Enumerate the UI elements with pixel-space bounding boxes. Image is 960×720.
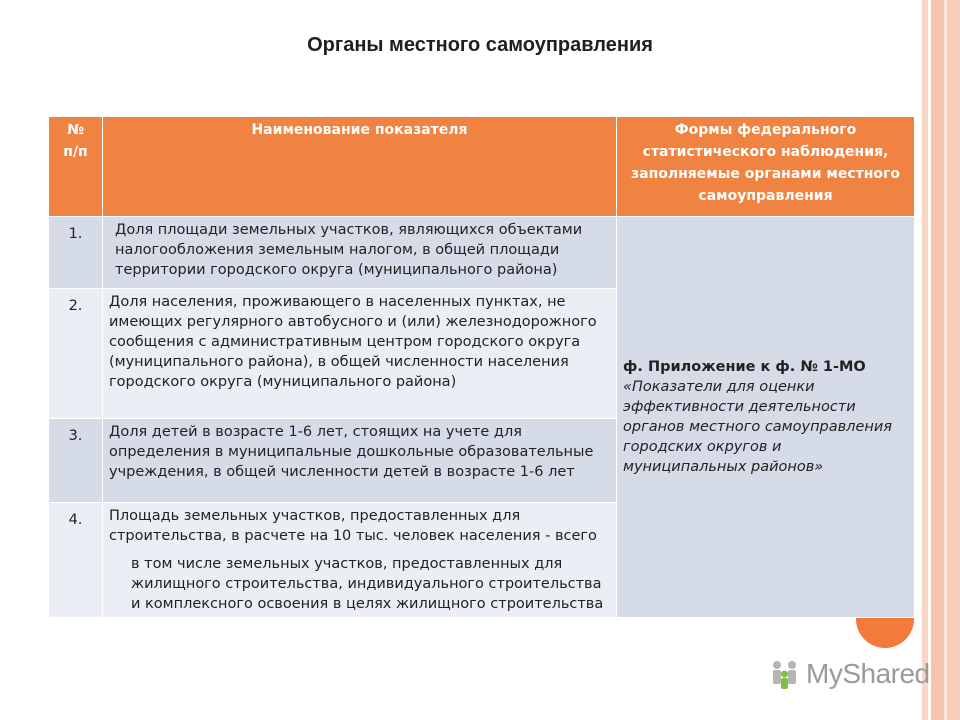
header-number: № п/п	[49, 117, 103, 217]
people-group-icon	[768, 657, 802, 691]
form-name: ф. Приложение к ф. № 1-МО	[623, 359, 866, 375]
header-indicator-name: Наименование показателя	[103, 117, 617, 217]
watermark-text: MyShared	[806, 658, 930, 689]
indicator-sub-text: в том числе земельных участков, предоставленных для жилищного строительства, индивидуального строительства и комплексного освоения в целях жилищного строительства	[131, 556, 604, 612]
row-number: 4.	[49, 503, 103, 618]
table-row	[49, 217, 915, 289]
header-forms: Формы федерального статистического наблюдения, заполняемые органами местного самоуправления	[617, 117, 915, 217]
decor-stripe	[931, 0, 944, 720]
row-indicator-name: Доля населения, проживающего в населенных пунктах, не имеющих регулярного автобусного и (или) железнодорожного сообщения с административным центром городского округа (муниципального района), в общей численности населения городского округа (муниципального района)	[103, 289, 617, 419]
row-indicator-name: Доля площади земельных участков, являющихся объектами налогообложения земельным налогом, в общей площади территории городского округа (муниципального района)	[103, 217, 617, 289]
row-number: 2.	[49, 289, 103, 419]
forms-cell	[617, 217, 915, 618]
row-indicator-name	[103, 503, 617, 618]
row-number: 3.	[49, 419, 103, 503]
slide-title: Органы местного самоуправления	[307, 34, 653, 56]
decor-stripe	[947, 0, 960, 720]
indicators-table	[48, 116, 915, 618]
indicator-main-text: Площадь земельных участков, предоставленных для строительства, в расчете на 10 тыс. человек населения - всего	[109, 508, 597, 544]
table-header-row	[49, 117, 915, 217]
form-description: «Показатели для оценки эффективности деятельности органов местного самоуправления городских округов и муниципальных районов»	[623, 379, 892, 475]
watermark-logo	[768, 657, 930, 691]
row-indicator-name: Доля детей в возрасте 1-6 лет, стоящих на учете для определения в муниципальные дошкольные образовательные учреждения, в общей численности детей в возрасте 1-6 лет	[103, 419, 617, 503]
row-number: 1.	[49, 217, 103, 289]
